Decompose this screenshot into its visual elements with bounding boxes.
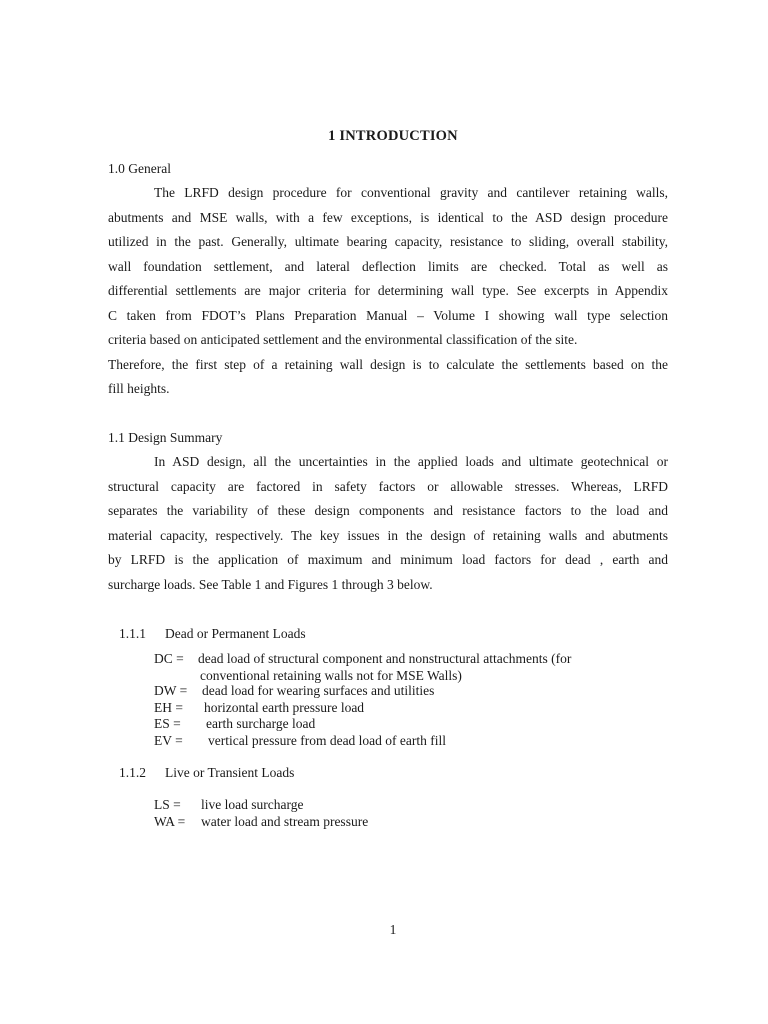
load-code: DW = bbox=[154, 683, 188, 698]
load-description: dead load for wearing surfaces and utilities bbox=[202, 683, 435, 698]
paragraph-line: material capacity, respectively. The key issues in the design of retaining walls and abutments bbox=[108, 527, 668, 543]
load-definition-wa bbox=[154, 814, 368, 831]
paragraph-design-summary bbox=[108, 450, 668, 597]
subsection-number: 1.1.1 bbox=[119, 626, 146, 641]
subsection-heading-dead-loads bbox=[119, 626, 306, 642]
load-description: live load surcharge bbox=[201, 797, 304, 812]
page-number: 1 bbox=[389, 922, 397, 937]
section-heading-design-summary: 1.1 Design Summary bbox=[108, 430, 223, 445]
paragraph-line: differential settlements are major criteria for determining wall type. See excerpts in Appendix bbox=[108, 283, 668, 298]
load-definition-dw bbox=[154, 683, 434, 700]
paragraph-general bbox=[108, 181, 668, 402]
paragraph-line: separates the variability of these design components and resistance factors to the load and bbox=[108, 503, 668, 518]
paragraph-line: The LRFD design procedure for conventional gravity and cantilever retaining walls, bbox=[154, 185, 668, 200]
load-code: DC = bbox=[154, 651, 184, 666]
load-description: vertical pressure from dead load of earth fill bbox=[208, 733, 447, 748]
load-description: water load and stream pressure bbox=[201, 814, 369, 829]
load-definition-ev bbox=[154, 733, 446, 750]
load-code: EV = bbox=[154, 733, 183, 748]
paragraph-line: Therefore, the first step of a retaining wall design is to calculate the settlements based on the bbox=[108, 356, 668, 372]
load-code: LS = bbox=[154, 797, 181, 812]
load-code: EH = bbox=[154, 700, 183, 715]
page-title: 1 INTRODUCTION bbox=[328, 128, 458, 144]
paragraph-line: structural capacity are factored in safety factors or allowable stresses. Whereas, LRFD bbox=[108, 478, 668, 494]
load-code: ES = bbox=[154, 716, 181, 731]
subsection-title: Live or Transient Loads bbox=[165, 765, 295, 780]
load-definition-es bbox=[154, 716, 315, 733]
subsection-title: Dead or Permanent Loads bbox=[165, 626, 306, 641]
load-definition-ls bbox=[154, 797, 303, 814]
load-description: horizontal earth pressure load bbox=[204, 700, 365, 715]
subsection-number: 1.1.2 bbox=[119, 765, 146, 780]
section-heading-general: 1.0 General bbox=[108, 161, 171, 176]
load-description-continued: conventional retaining walls not for MSE Walls) bbox=[200, 667, 462, 683]
paragraph-line: In ASD design, all the uncertainties in the applied loads and ultimate geotechnical or bbox=[154, 454, 668, 469]
paragraph-line: C taken from FDOT’s Plans Preparation Manual – Volume I showing wall type selection bbox=[108, 307, 668, 323]
subsection-heading-live-loads bbox=[119, 765, 294, 781]
paragraph-line: surcharge loads. See Table 1 and Figures 1 through 3 below. bbox=[108, 576, 433, 592]
paragraph-line: fill heights. bbox=[108, 381, 170, 396]
paragraph-line: criteria based on anticipated settlement and the environmental classification of the site. bbox=[108, 332, 578, 347]
load-code: WA = bbox=[154, 814, 186, 829]
load-definition-dc bbox=[154, 651, 571, 684]
paragraph-line: wall foundation settlement, and lateral deflection limits are checked. Total as well as bbox=[108, 258, 668, 274]
paragraph-line: abutments and MSE walls, with a few exceptions, is identical to the ASD design procedure bbox=[108, 209, 668, 225]
paragraph-line: by LRFD is the application of maximum and minimum load factors for dead , earth and bbox=[108, 552, 668, 567]
load-description: earth surcharge load bbox=[206, 716, 316, 731]
load-description: dead load of structural component and nonstructural attachments (for bbox=[198, 651, 572, 666]
load-definition-eh bbox=[154, 700, 364, 717]
paragraph-line: utilized in the past. Generally, ultimate bearing capacity, resistance to sliding, overall stability, bbox=[108, 234, 668, 249]
